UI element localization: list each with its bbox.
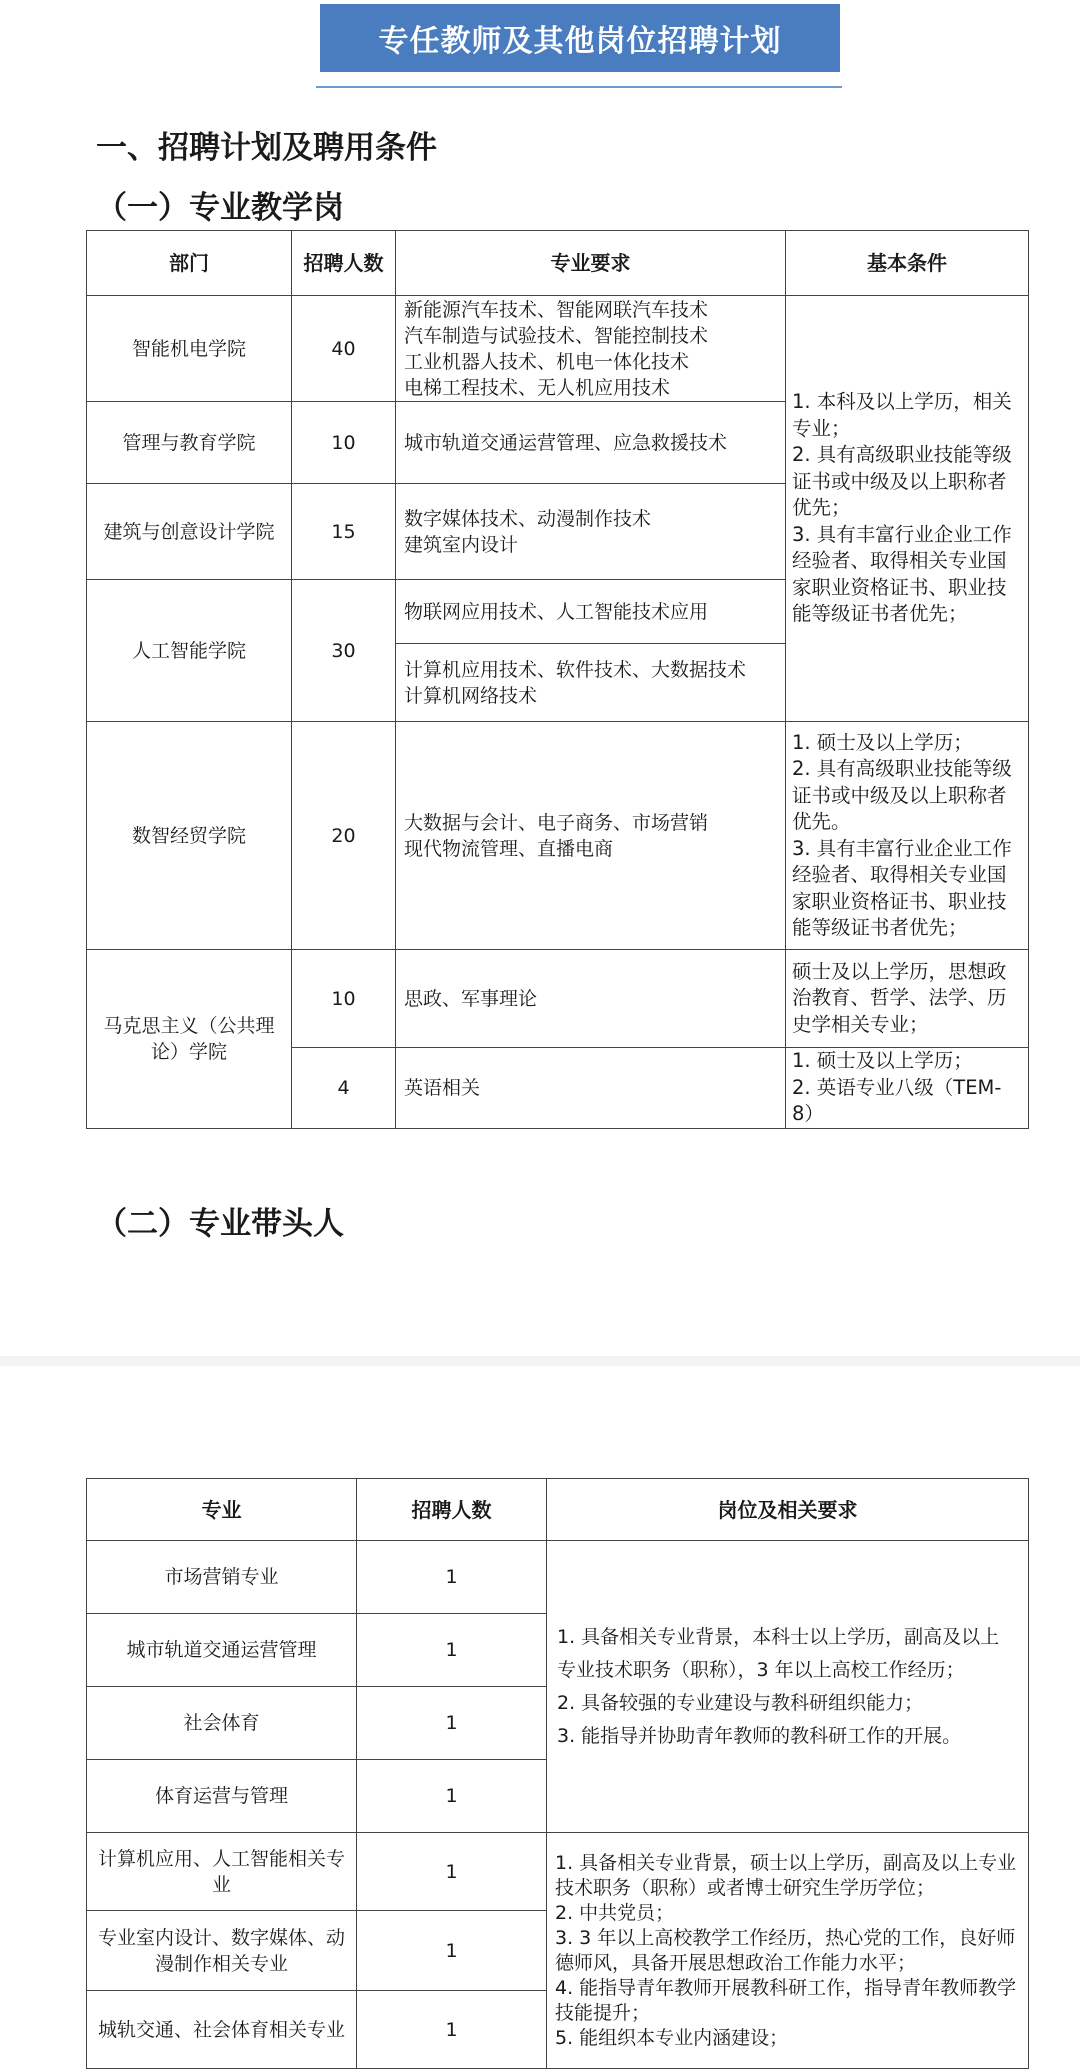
count-cell: 10	[292, 402, 396, 484]
leader-post-table	[86, 1478, 1029, 2069]
major-cell: 市场营销专业	[87, 1541, 357, 1614]
conditions-cell: 1. 硕士及以上学历； 2. 具有高级职业技能等级证书或中级及以上职称者优先。 3. 具有丰富行业企业工作经验者、取得相关专业国家职业资格证书、职业技能等级证书者优先；	[786, 722, 1029, 950]
count-cell: 4	[292, 1048, 396, 1129]
header-count: 招聘人数	[357, 1479, 547, 1541]
majors-cell: 英语相关	[396, 1048, 786, 1129]
count-cell: 1	[357, 1833, 547, 1911]
major-cell: 城市轨道交通运营管理	[87, 1614, 357, 1687]
dept-cell: 建筑与创意设计学院	[87, 484, 292, 580]
subsection-title-teaching: （一）专业教学岗	[96, 190, 344, 226]
dept-cell: 管理与教育学院	[87, 402, 292, 484]
count-cell: 30	[292, 580, 396, 722]
majors-cell: 城市轨道交通运营管理、应急救援技术	[396, 402, 786, 484]
conditions-cell: 硕士及以上学历，思想政治教育、哲学、法学、历史学相关专业；	[786, 950, 1029, 1048]
count-cell: 1	[357, 1614, 547, 1687]
conditions-cell: 1. 本科及以上学历，相关专业； 2. 具有高级职业技能等级证书或中级及以上职称者优先； 3. 具有丰富行业企业工作经验者、取得相关专业国家职业资格证书、职业技能等级证书者优先；	[786, 296, 1029, 722]
table-row	[87, 950, 1029, 1048]
table-row	[87, 1541, 1029, 1614]
majors-cell: 大数据与会计、电子商务、市场营销 现代物流管理、直播电商	[396, 722, 786, 950]
conditions-cell: 1. 硕士及以上学历； 2. 英语专业八级（TEM-8）	[786, 1048, 1029, 1129]
majors-cell: 新能源汽车技术、智能网联汽车技术 汽车制造与试验技术、智能控制技术 工业机器人技术、机电一体化技术 电梯工程技术、无人机应用技术	[396, 296, 786, 402]
requirements-cell: 1. 具备相关专业背景，本科士以上学历，副高及以上专业技术职务（职称），3 年以上高校工作经历； 2. 具备较强的专业建设与教科研组织能力； 3. 能指导并协助青年教师的教科研工作的开展。	[547, 1541, 1029, 1833]
count-cell: 15	[292, 484, 396, 580]
major-cell: 专业室内设计、数字媒体、动漫制作相关专业	[87, 1911, 357, 1991]
count-cell: 1	[357, 1541, 547, 1614]
table-row	[87, 296, 1029, 402]
count-cell: 1	[357, 1991, 547, 2069]
header-conditions: 基本条件	[786, 231, 1029, 296]
majors-cell: 数字媒体技术、动漫制作技术 建筑室内设计	[396, 484, 786, 580]
table-row	[87, 1833, 1029, 1911]
header-major: 专业	[87, 1479, 357, 1541]
dept-cell: 人工智能学院	[87, 580, 292, 722]
major-cell: 计算机应用、人工智能相关专业	[87, 1833, 357, 1911]
requirements-cell: 1. 具备相关专业背景，硕士以上学历，副高及以上专业技术职务（职称）或者博士研究生学历学位； 2. 中共党员； 3. 3 年以上高校教学工作经历，热心党的工作，良好师德师风，具备开展思想政治工作能力水平； 4. 能指导青年教师开展教科研工作，指导青年教师教学技能提升； 5. 能组织本专业内涵建设；	[547, 1833, 1029, 2069]
count-cell: 10	[292, 950, 396, 1048]
dept-cell: 智能机电学院	[87, 296, 292, 402]
count-cell: 20	[292, 722, 396, 950]
teaching-post-table	[86, 230, 1029, 1129]
majors-cell: 思政、军事理论	[396, 950, 786, 1048]
count-cell: 1	[357, 1760, 547, 1833]
header-count: 招聘人数	[292, 231, 396, 296]
table-row	[87, 722, 1029, 950]
count-cell: 1	[357, 1911, 547, 1991]
majors-cell: 计算机应用技术、软件技术、大数据技术 计算机网络技术	[396, 644, 786, 722]
header-majors: 专业要求	[396, 231, 786, 296]
section-title: 一、招聘计划及聘用条件	[96, 130, 437, 166]
major-cell: 城轨交通、社会体育相关专业	[87, 1991, 357, 2069]
header-dept: 部门	[87, 231, 292, 296]
count-cell: 40	[292, 296, 396, 402]
dept-cell: 数智经贸学院	[87, 722, 292, 950]
page-divider	[0, 1356, 1080, 1366]
banner-underline	[316, 86, 842, 88]
header-requirements: 岗位及相关要求	[547, 1479, 1029, 1541]
majors-cell: 物联网应用技术、人工智能技术应用	[396, 580, 786, 644]
major-cell: 社会体育	[87, 1687, 357, 1760]
dept-cell: 马克思主义（公共理论）学院	[87, 950, 292, 1129]
count-cell: 1	[357, 1687, 547, 1760]
banner-title: 专任教师及其他岗位招聘计划	[320, 4, 840, 72]
major-cell: 体育运营与管理	[87, 1760, 357, 1833]
subsection-title-leaders: （二）专业带头人	[96, 1206, 344, 1242]
